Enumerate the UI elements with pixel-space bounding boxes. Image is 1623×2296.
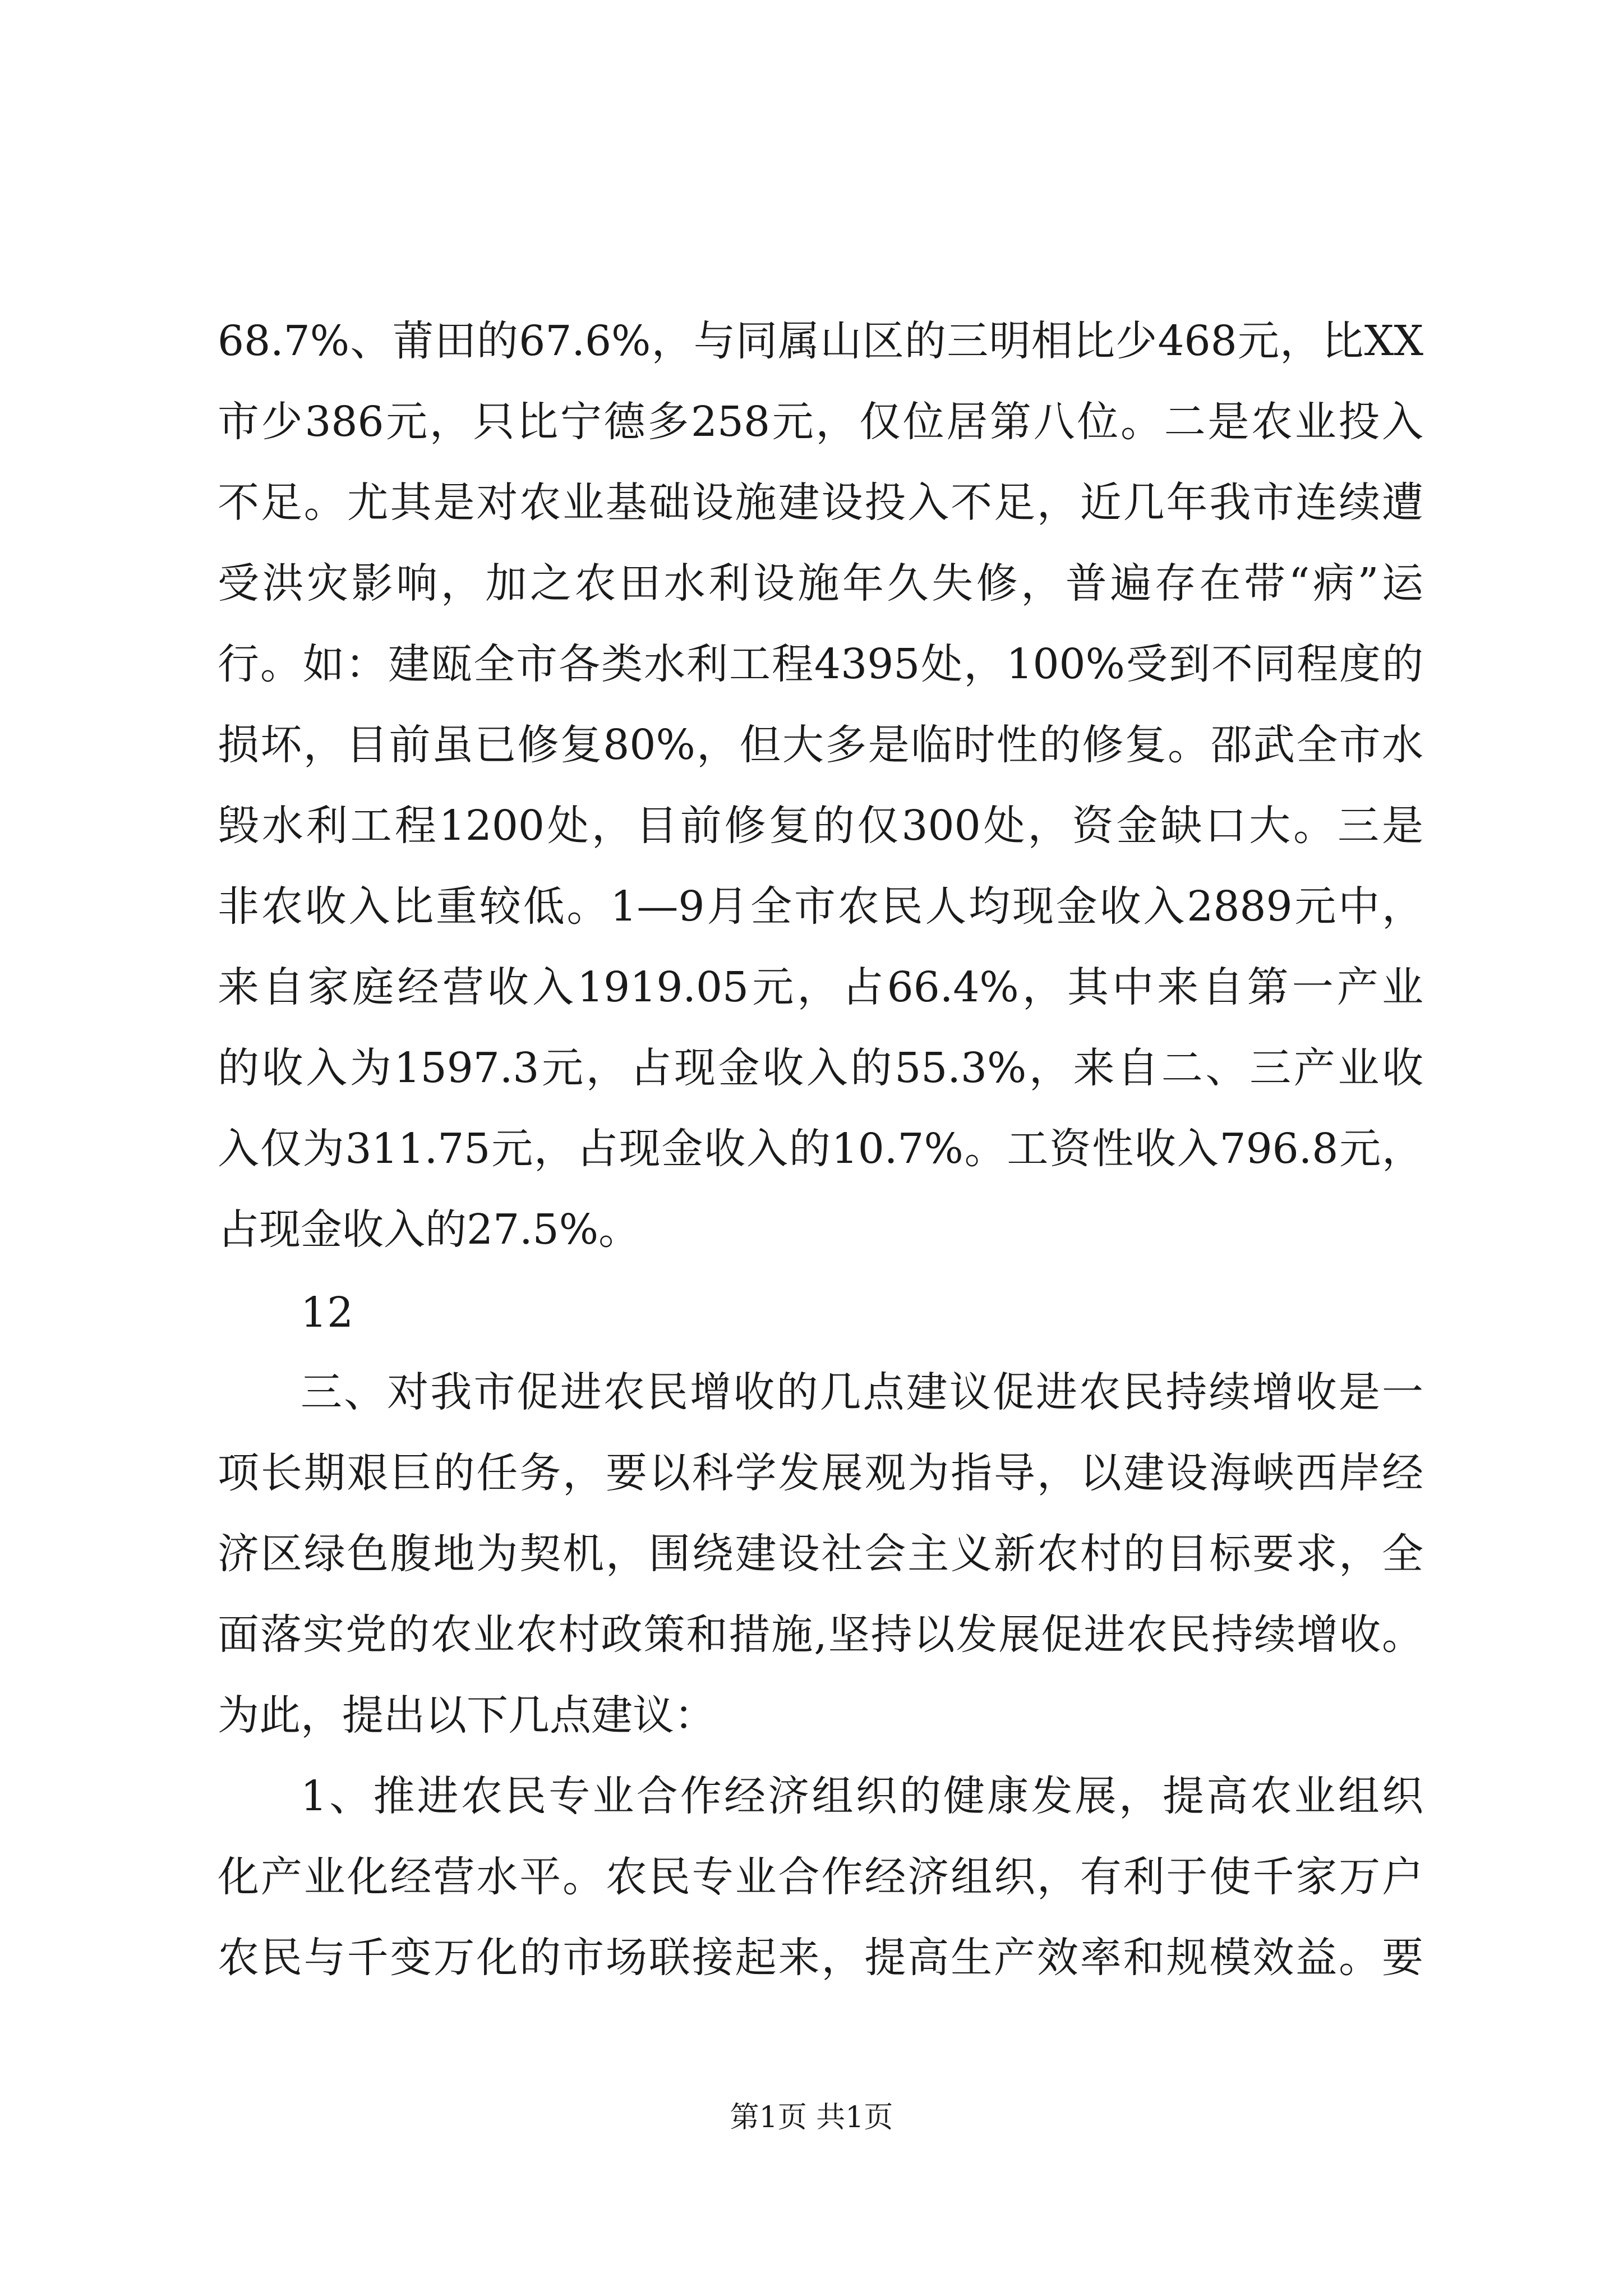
text-line: 的收入为1597.3元，占现金收入的55.3%，来自二、三产业收 — [218, 1044, 1423, 1092]
text-line: 来自家庭经营收入1919.05元，占66.4%，其中来自第一产业 — [218, 963, 1423, 1011]
text-line: 损坏，目前虽已修复80%，但大多是临时性的修复。邵武全市水 — [218, 721, 1423, 769]
text-line: 为此，提出以下几点建议： — [218, 1691, 716, 1740]
text-line: 入仅为311.75元，占现金收入的10.7%。工资性收入796.8元， — [218, 1125, 1423, 1173]
text-line: 受洪灾影响，加之农田水利设施年久失修，普遍存在带“病”运 — [218, 559, 1423, 608]
text-line: 占现金收入的27.5%。 — [218, 1205, 640, 1254]
text-line: 市少386元，只比宁德多258元，仅位居第八位。二是农业投入 — [218, 398, 1423, 446]
text-line: 行。如：建瓯全市各类水利工程4395处，100%受到不同程度的 — [218, 640, 1423, 688]
text-line: 毁水利工程1200处，目前修复的仅300处，资金缺口大。三是 — [218, 802, 1423, 850]
page-footer: 第1页 共1页 — [730, 2101, 893, 2134]
text-line: 68.7%、莆田的67.6%，与同属山区的三明相比少468元，比XX — [218, 317, 1423, 365]
text-line: 非农收入比重较低。1—9月全市农民人均现金收入2889元中， — [218, 882, 1423, 931]
text-line: 化产业化经营水平。农民专业合作经济组织，有利于使千家万户 — [218, 1853, 1423, 1901]
text-line: 三、对我市促进农民增收的几点建议促进农民持续增收是一 — [301, 1368, 1423, 1416]
text-line: 面落实党的农业农村政策和措施,坚持以发展促进农民持续增收。 — [218, 1611, 1423, 1659]
text-line: 1、推进农民专业合作经济组织的健康发展，提高农业组织 — [301, 1772, 1423, 1820]
text-line: 不足。尤其是对农业基础设施建设投入不足，近几年我市连续遭 — [218, 478, 1423, 527]
page-marker: 12 — [301, 1289, 354, 1337]
text-line: 济区绿色腹地为契机，围绕建设社会主义新农村的目标要求，全 — [218, 1530, 1423, 1578]
text-line: 农民与千变万化的市场联接起来，提高生产效率和规模效益。要 — [218, 1934, 1423, 1982]
text-line: 项长期艰巨的任务，要以科学发展观为指导，以建设海峡西岸经 — [218, 1449, 1423, 1497]
